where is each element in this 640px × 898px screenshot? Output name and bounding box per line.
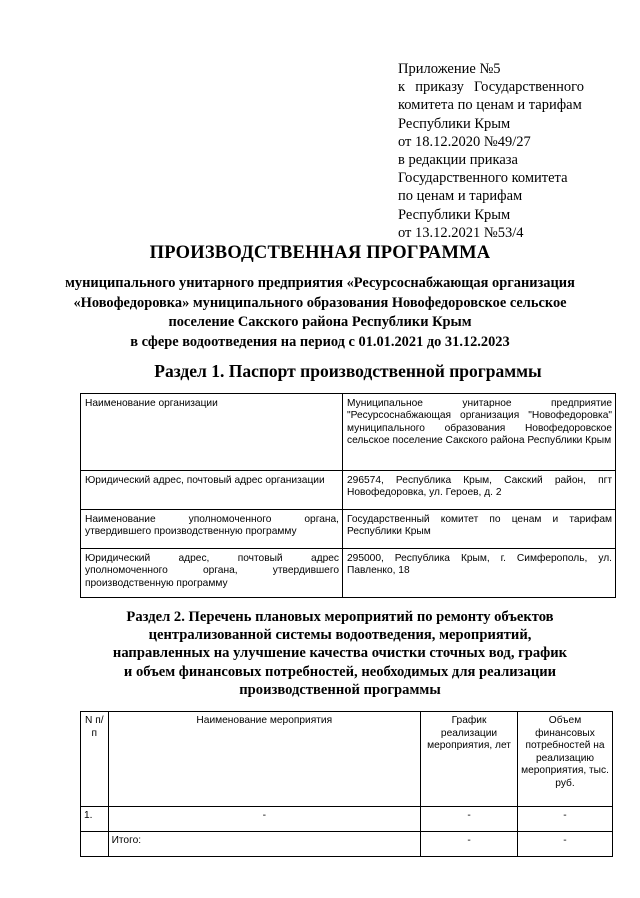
- table-row: [81, 394, 616, 471]
- appendix-word: Государственного: [474, 79, 584, 96]
- table-row: [81, 471, 616, 510]
- passport-value: Муниципальное унитарное предприятие "Ресурсоснабжающая организация "Новофедоровка" муниципального образования Новофедоровское сельское поселение Сакского района Республики Крым: [343, 394, 616, 471]
- subtitle-line: «Новофедоровка» муниципального образования Новофедоровское сельское: [73, 294, 567, 311]
- cell-num: 1.: [81, 807, 109, 832]
- column-header-volume: Объем финансовых потребностей на реализацию мероприятия, тыс. руб.: [518, 712, 613, 807]
- cell-volume: -: [518, 807, 613, 832]
- appendix-line: в редакции приказа: [398, 152, 518, 169]
- cell-schedule: -: [421, 807, 518, 832]
- section1-heading: Раздел 1. Паспорт производственной программы: [154, 361, 542, 381]
- table-row: [81, 510, 616, 549]
- appendix-block: [398, 60, 584, 242]
- appendix-line: Государственного комитета: [398, 170, 568, 187]
- column-header-num: N п/п: [81, 712, 109, 807]
- appendix-line: Республики Крым: [398, 115, 511, 132]
- passport-value: 295000, Республика Крым, г. Симферополь, ул. Павленко, 18: [343, 549, 616, 598]
- appendix-line: [398, 78, 584, 96]
- passport-table: [80, 393, 616, 598]
- cell-schedule: -: [421, 832, 518, 857]
- section2-heading-line: централизованной системы водоотведения, мероприятий,: [148, 627, 532, 644]
- appendix-line: по ценам и тарифам: [398, 188, 523, 205]
- section2-heading: [80, 608, 600, 699]
- table-header-row: [81, 712, 613, 807]
- appendix-line: от 18.12.2020 №49/27: [398, 133, 531, 150]
- document-title: ПРОИЗВОДСТВЕННАЯ ПРОГРАММА: [149, 243, 491, 263]
- passport-label: Юридический адрес, почтовый адрес уполномоченного органа, утвердившего производственную программу: [81, 549, 343, 598]
- table-row: [81, 832, 613, 857]
- appendix-word: приказу: [415, 79, 464, 96]
- table-row: [81, 807, 613, 832]
- appendix-line: Приложение №5: [398, 61, 501, 77]
- appendix-word: к: [398, 79, 406, 96]
- section2-heading-line: Раздел 2. Перечень плановых мероприятий по ремонту объектов: [126, 609, 554, 625]
- passport-label: Наименование организации: [81, 394, 343, 471]
- table-row: [81, 549, 616, 598]
- section2-heading-line: производственной программы: [239, 681, 441, 698]
- cell-volume: -: [518, 832, 613, 857]
- document-subtitle: [60, 274, 580, 352]
- appendix-line: от 13.12.2021 №53/4: [398, 224, 524, 241]
- appendix-line: комитета по ценам и тарифам: [398, 97, 582, 114]
- section2-heading-line: и объем финансовых потребностей, необходимых для реализации: [123, 663, 557, 680]
- plan-table: [80, 711, 613, 857]
- cell-name: -: [108, 807, 420, 832]
- cell-name: Итого:: [108, 832, 420, 857]
- column-header-name: Наименование мероприятия: [108, 712, 420, 807]
- cell-num: [81, 832, 109, 857]
- section2-heading-line: направленных на улучшение качества очистки сточных вод, график: [112, 645, 568, 662]
- passport-label: Наименование уполномоченного органа, утвердившего производственную программу: [81, 510, 343, 549]
- subtitle-line: муниципального унитарного предприятия «Ресурсоснабжающая организация: [65, 275, 575, 291]
- passport-value: Государственный комитет по ценам и тарифам Республики Крым: [343, 510, 616, 549]
- subtitle-line: в сфере водоотведения на период с 01.01.2021 до 31.12.2023: [130, 333, 510, 350]
- passport-label: Юридический адрес, почтовый адрес организации: [81, 471, 343, 510]
- appendix-line: Республики Крым: [398, 206, 511, 223]
- passport-value: 296574, Республика Крым, Сакский район, пгт Новофедоровка, ул. Героев, д. 2: [343, 471, 616, 510]
- column-header-schedule: График реализации мероприятия, лет: [421, 712, 518, 807]
- subtitle-line: поселение Сакского района Республики Крым: [168, 314, 472, 331]
